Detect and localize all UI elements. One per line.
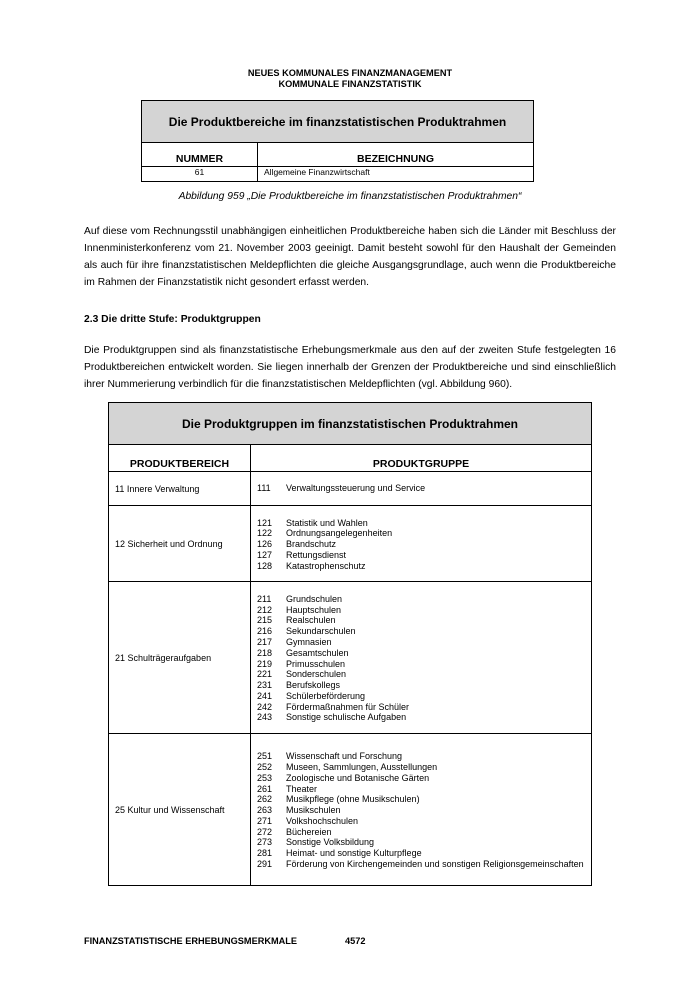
table2-col-bereich: PRODUKTBEREICH [109,445,251,472]
produktbereich-cell: 25 Kultur und Wissenschaft [109,734,251,886]
produktgruppe-number: 215 [257,615,273,626]
page-number: 4572 [345,936,366,946]
produktgruppe-name: Hauptschulen [286,604,342,615]
produktgruppe-cell [251,734,592,886]
list-item [257,762,591,773]
list-item [257,669,591,680]
figure-caption-959: Abbildung 959 „Die Produktbereiche im finanzstatistischen Produktrahmen“ [178,191,522,202]
produktgruppe-number: 281 [257,848,273,859]
produktgruppe-number: 221 [257,669,273,680]
produktgruppe-number: 261 [257,783,273,794]
produktgruppe-number: 219 [257,658,273,669]
produktgruppe-name: Heimat- und sonstige Kulturpflege [286,848,422,859]
table-row [109,734,592,886]
list-item [257,594,591,605]
header-line-1: NEUES KOMMUNALES FINANZMANAGEMENT [247,68,453,78]
produktgruppe-name: Zoologische und Botanische Gärten [286,772,430,783]
produktgruppe-number: 218 [257,647,273,658]
produktgruppe-name: Grundschulen [286,593,343,604]
produktgruppe-name: Volkshochschulen [286,815,359,826]
produktbereich-cell: 12 Sicherheit und Ordnung [109,506,251,582]
list-item [257,605,591,616]
list-item [257,648,591,659]
table1-title: Die Produktbereiche im finanzstatistischen Produktrahmen [142,101,534,143]
list-item [257,859,591,870]
produktgruppe-name: Sekundarschulen [286,626,356,637]
table1-col-bezeichnung: BEZEICHNUNG [258,143,534,167]
produktgruppe-number: 291 [257,859,273,870]
produktgruppe-number: 126 [257,539,273,550]
produktgruppe-name: Sonstige schulische Aufgaben [286,712,407,723]
produktgruppe-number: 251 [257,751,273,762]
produktgruppe-number: 263 [257,805,273,816]
produktgruppe-name: Sonstige Volksbildung [286,837,375,848]
table1-cell-nummer: 61 [142,167,258,182]
produktbereich-cell: 11 Innere Verwaltung [109,472,251,506]
table-row [109,582,592,734]
table-row [109,506,592,582]
produktgruppe-cell [251,582,592,734]
produktgruppe-name: Förderung von Kirchengemeinden und sonstigen Religionsgemeinschaften [286,859,584,870]
produktgruppe-number: 271 [257,815,273,826]
produktgruppe-number: 253 [257,772,273,783]
produktgruppe-number: 121 [257,517,273,528]
table2-title: Die Produktgruppen im finanzstatistischen Produktrahmen [109,403,592,445]
produktgruppe-number: 272 [257,826,273,837]
produktgruppe-number: 243 [257,712,273,723]
produktgruppe-name: Fördermaßnahmen für Schüler [286,701,410,712]
produktgruppe-number: 252 [257,761,273,772]
list-item [257,680,591,691]
paragraph-2: Die Produktgruppen sind als finanzstatistische Erhebungsmerkmale aus den auf der zweiten Stufe festgelegten 16 Produktbereichen entwickelt worden. Sie liegen innerhalb der Grenzen der Produktbereiche und sind einschließlich ihrer Nummerierung verbindlich für die finanzstatistischen Meldepflichten (vgl. Abbildung 960). [84,345,616,390]
paragraph-1: Auf diese vom Rechnungsstil unabhängigen einheitlichen Produktbereiche haben sich die Länder mit Beschluss der Innenministerkonferenz vom 21. November 2003 geeinigt. Damit besteht sowohl für den Haushalt der Gemeinden als auch für ihre finanzstatistischen Meldepflichten die gleiche Ausgangsgrundlage, auch wenn die Produktbereiche im Rahmen der Finanzstatistik nicht gesondert erfasst werden. [84,226,616,288]
produktgruppe-number: 217 [257,636,273,647]
table2-col-gruppe: PRODUKTGRUPPE [251,445,592,472]
list-item [257,794,591,805]
list-item [257,702,591,713]
produktgruppe-number: 122 [257,528,273,539]
produktgruppe-name: Theater [286,783,318,794]
produktgruppen-table [108,402,592,886]
list-item [257,615,591,626]
produktgruppe-number: 262 [257,794,273,805]
header-line-2: KOMMUNALE FINANZSTATISTIK [278,79,422,89]
list-item [257,848,591,859]
produktgruppe-name: Museen, Sammlungen, Ausstellungen [286,761,438,772]
list-item [257,816,591,827]
list-item [257,827,591,838]
produktgruppe-number: 242 [257,701,273,712]
list-item [257,712,591,723]
list-item [257,751,591,762]
produktgruppe-number: 127 [257,549,273,560]
produktgruppe-name: Musikpflege (ohne Musikschulen) [286,794,420,805]
produktgruppe-name: Statistik und Wahlen [286,517,368,528]
page-header [0,68,700,90]
table1-col-nummer: NUMMER [142,143,258,167]
list-item [257,659,591,670]
produktgruppe-name: Schülerbeförderung [286,690,366,701]
produktgruppe-number: 111 [257,483,271,494]
list-item [257,528,591,539]
produktbereiche-table [141,100,534,182]
produktgruppe-name: Büchereien [286,826,332,837]
produktgruppe-number: 216 [257,626,273,637]
list-item [257,518,591,529]
produktgruppe-number: 128 [257,560,273,571]
list-item [257,550,591,561]
produktgruppe-name: Berufskollegs [286,680,341,691]
produktgruppe-name: Realschulen [286,615,336,626]
produktgruppe-name: Ordnungsangelegenheiten [286,528,393,539]
list-item [257,561,591,572]
produktbereich-cell: 21 Schulträgeraufgaben [109,582,251,734]
list-item [257,691,591,702]
produktgruppe-name: Primusschulen [286,658,346,669]
list-item [257,626,591,637]
produktgruppe-number: 212 [257,604,273,615]
produktgruppe-name: Katastrophenschutz [286,560,366,571]
produktgruppe-name: Gymnasien [286,636,332,647]
produktgruppe-name: Musikschulen [286,805,341,816]
produktgruppe-number: 241 [257,690,273,701]
list-item [257,784,591,795]
section-heading: 2.3 Die dritte Stufe: Produktgruppen [84,314,261,325]
page-footer [84,936,366,946]
produktgruppe-number: 231 [257,680,273,691]
table1-cell-bezeichnung: Allgemeine Finanzwirtschaft [258,167,534,182]
list-item [257,773,591,784]
produktgruppe-number: 211 [257,593,272,604]
produktgruppe-name: Wissenschaft und Forschung [286,751,403,762]
list-item [257,539,591,550]
table-row [142,167,534,182]
footer-text: FINANZSTATISTISCHE ERHEBUNGSMERKMALE [84,936,298,946]
list-item [257,637,591,648]
produktgruppe-name: Rettungsdienst [286,549,347,560]
produktgruppe-cell [251,472,592,506]
produktgruppe-number: 273 [257,837,273,848]
produktgruppe-cell [251,506,592,582]
produktgruppe-name: Verwaltungssteuerung und Service [286,483,426,494]
produktgruppe-name: Sonderschulen [286,669,347,680]
table-row [109,472,592,506]
list-item [257,805,591,816]
produktgruppe-name: Gesamtschulen [286,647,349,658]
produktgruppe-name: Brandschutz [286,539,337,550]
list-item [257,483,591,494]
list-item [257,837,591,848]
